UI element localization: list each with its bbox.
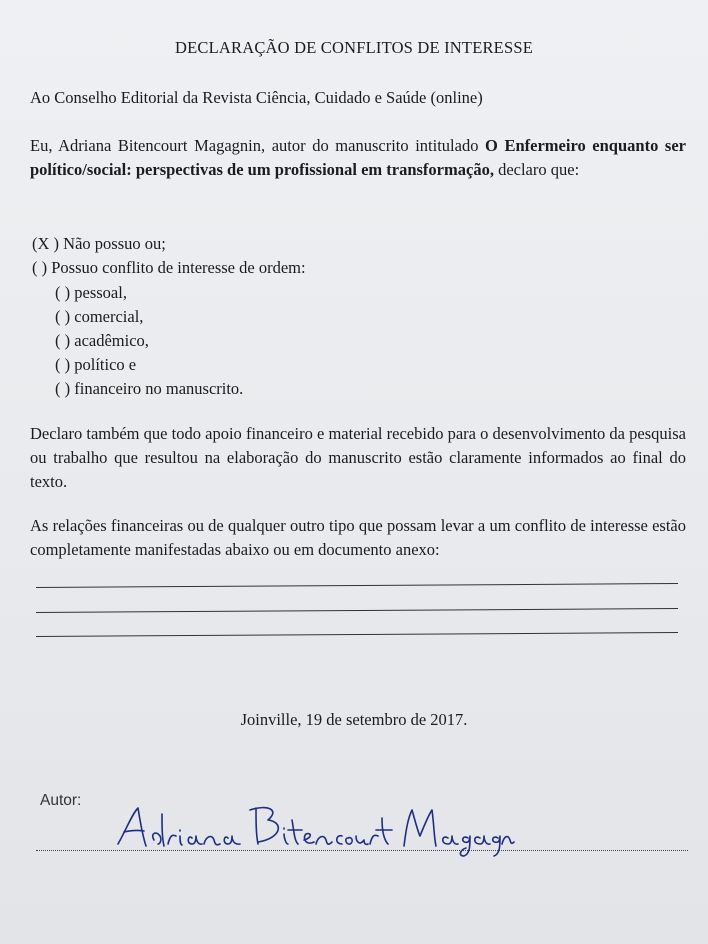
manuscript-title: O Enfermeiro enquanto ser político/social: perspectivas de um profissional em transformação, <box>30 136 686 179</box>
place-date: Joinville, 19 de setembro de 2017. <box>240 710 468 729</box>
intro-prefix: Eu, Adriana Bitencourt Magagnin, autor do manuscrito intitulado <box>30 136 486 155</box>
financial-support-paragraph: Declaro também que todo apoio financeiro e material recebido para o desenvolvimento da pesquisa ou trabalho que resultou na elaboração do manuscrito estão claramente informados ao final do texto. <box>30 424 686 491</box>
suboption-financial: ( ) financeiro no manuscrito. <box>55 379 244 398</box>
intro-suffix: declaro que: <box>493 160 580 179</box>
relations-paragraph: As relações financeiras ou de qualquer outro tipo que possam levar a um conflito de interesse estão completamente manifestadas abaixo ou em documento anexo: <box>30 516 686 559</box>
blank-line-3 <box>36 632 678 637</box>
blank-line-2 <box>36 608 678 613</box>
recipient-line: Ao Conselho Editorial da Revista Ciência, Cuidado e Saúde (online) <box>30 88 483 107</box>
document-title: DECLARAÇÃO DE CONFLITOS DE INTERESSE <box>175 38 533 57</box>
intro-paragraph <box>30 134 686 182</box>
signature-line <box>36 850 688 851</box>
blank-line-1 <box>36 583 678 588</box>
suboption-personal: ( ) pessoal, <box>55 283 127 302</box>
option-no-conflict: (X ) Não possuo ou; <box>32 234 166 253</box>
suboption-political: ( ) político e <box>55 355 137 374</box>
suboption-commercial: ( ) comercial, <box>55 307 144 326</box>
option-has-conflict: ( ) Possuo conflito de interesse de ordem: <box>32 258 306 277</box>
suboption-academic: ( ) acadêmico, <box>55 331 149 350</box>
signature-image <box>108 800 518 860</box>
author-label: Autor: <box>40 792 82 809</box>
